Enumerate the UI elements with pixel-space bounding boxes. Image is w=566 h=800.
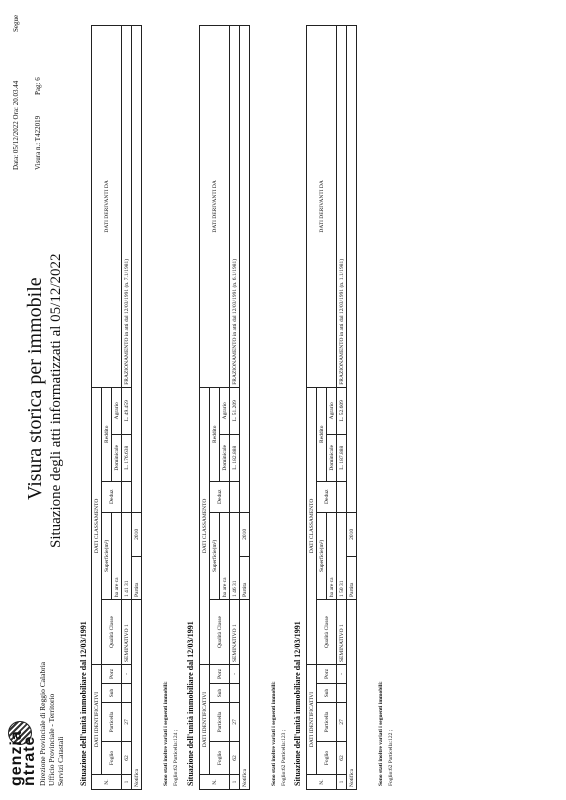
section-title: Situazione dell'unità immobiliare dal 12/03/1991 [79,621,88,786]
col-agrario: Agrario [220,387,230,434]
col-reddito: Reddito [317,387,327,481]
col-dati-classamento: DATI CLASSAMENTO [92,387,102,664]
col-sub: Sub [102,684,122,703]
cell-foglio: 62 [122,742,132,775]
col-particella: Particella [317,703,337,742]
col-sub: Sub [317,684,337,703]
cell-dominicale: L. 187.888 [337,434,347,481]
section-title: Situazione dell'unità immobiliare dal 12/03/1991 [186,621,195,786]
cell-foglio: 62 [337,742,347,775]
col-dati-identificativi: DATI IDENTIFICATIVI [92,665,102,775]
col-porz: Porz [102,665,122,684]
col-sub: Sub [210,684,230,703]
office-line: Servizi Catastali [56,736,65,786]
office-block [38,662,65,786]
document-subtitle: Situazione degli atti informatizzati al 05/12/2022 [48,253,64,548]
cell-partita: 2010 [132,512,142,556]
col-qualita: Qualità Classe [102,600,122,665]
col-dati-classamento: DATI CLASSAMENTO [200,387,210,664]
office-line: Direzione Provinciale di Reggio Calabria [38,661,47,786]
logo-line-1: genzia [8,730,25,786]
col-dati-identificativi: DATI IDENTIFICATIVI [307,665,317,775]
col-reddito: Reddito [210,387,220,481]
col-notifica: Notifica [240,600,250,790]
notifica-empty [132,26,142,513]
cell-deduz [337,481,347,512]
cell-partita: 2010 [347,512,357,556]
col-dominicale: Dominicale [220,434,230,481]
table-row [230,26,240,790]
col-agrario: Agrario [112,387,122,434]
cell-agrario: L. 51.209 [230,387,240,434]
table-row [337,26,347,790]
cell-dominicale: L. 176.638 [122,434,132,481]
page-number: Pag: 6 [34,77,42,95]
cell-derivanti: FRAZIONAMENTO in atti dal 12/03/1991 (n. 6.1/1981) [230,26,240,388]
cell-derivanti: FRAZIONAMENTO in atti dal 12/03/1991 (n. 7.1/1981) [122,26,132,388]
col-porz: Porz [210,665,230,684]
cell-qualita: SEMINATIVO 1 [230,600,240,665]
notifica-empty [240,26,250,513]
col-dati-derivanti: DATI DERIVANTI DA [200,26,230,388]
visura-number: Visura n.: T422019 [34,115,42,170]
cell-n: 1 [337,775,347,790]
col-foglio: Foglio [317,742,337,775]
classamento-table [91,25,142,790]
col-deduz: Deduz [102,481,122,512]
cell-qualita: SEMINATIVO 1 [122,600,132,665]
col-ha-are-ca: ha are ca [112,512,122,599]
section-title: Situazione dell'unità immobiliare dal 12/03/1991 [293,621,302,786]
cell-deduz [230,481,240,512]
col-n: N. [200,775,230,790]
col-partita: Partita [240,557,250,600]
cell-sub [230,684,240,703]
col-superficie: Superficie(m²) [102,512,112,599]
cell-agrario: L. 52.609 [337,387,347,434]
table-row [122,26,132,790]
cell-superficie: 1 41 31 [122,512,132,599]
cell-dominicale: L. 182.888 [230,434,240,481]
cell-porz: - [337,665,347,684]
cell-porz: - [122,665,132,684]
col-dominicale: Dominicale [112,434,122,481]
cell-agrario: L. 49.459 [122,387,132,434]
col-notifica: Notifica [132,600,142,790]
col-partita: Partita [132,557,142,600]
classamento-table [199,25,250,790]
cell-particella: 27 [337,703,347,742]
col-partita: Partita [347,557,357,600]
classamento-table [306,25,357,790]
cell-qualita: SEMINATIVO 1 [337,600,347,665]
cell-particella: 27 [122,703,132,742]
col-dati-derivanti: DATI DERIVANTI DA [92,26,122,388]
col-foglio: Foglio [102,742,122,775]
col-dati-classamento: DATI CLASSAMENTO [307,387,317,664]
cell-foglio: 62 [230,742,240,775]
cell-particella: 27 [230,703,240,742]
col-qualita: Qualità Classe [210,600,230,665]
cell-sub [337,684,347,703]
col-ha-are-ca: ha are ca [220,512,230,599]
datetime: Data: 05/12/2022 Ora: 20.03.44 [12,80,20,170]
variations-note: Sono stati inoltre variati i seguenti immobili: [271,681,277,786]
variations-detail: Foglio:62 Particella:124 ; [173,729,179,786]
col-particella: Particella [102,703,122,742]
col-n: N. [92,775,122,790]
col-reddito: Reddito [102,387,112,481]
logo-line-2: ntrate [21,735,38,786]
col-superficie: Superficie(m²) [317,512,327,599]
col-foglio: Foglio [210,742,230,775]
cell-derivanti: FRAZIONAMENTO in atti dal 12/03/1991 (n. 1.1/1981) [337,26,347,388]
cell-partita: 2010 [240,512,250,556]
variations-detail: Foglio:62 Particella:122 ; [388,729,394,786]
cell-porz: - [230,665,240,684]
cell-sub [122,684,132,703]
col-dati-derivanti: DATI DERIVANTI DA [307,26,337,388]
segue-label: Segue [12,14,20,32]
col-notifica: Notifica [347,600,357,790]
col-particella: Particella [210,703,230,742]
col-dominicale: Dominicale [327,434,337,481]
col-deduz: Deduz [317,481,337,512]
col-porz: Porz [317,665,337,684]
variations-note: Sono stati inoltre variati i seguenti immobili: [163,681,169,786]
document-title: Visura storica per immobile [24,277,46,500]
cell-superficie: 1 50 31 [337,512,347,599]
variations-note: Sono stati inoltre variati i seguenti immobili: [378,681,384,786]
variations-detail: Foglio:62 Particella:123 ; [281,729,287,786]
notifica-empty [347,26,357,513]
cell-n: 1 [230,775,240,790]
agency-logo [10,730,36,786]
cell-deduz [122,481,132,512]
cell-superficie: 1 46 31 [230,512,240,599]
col-superficie: Superficie(m²) [210,512,220,599]
col-ha-are-ca: ha are ca [327,512,337,599]
col-qualita: Qualità Classe [317,600,337,665]
col-agrario: Agrario [327,387,337,434]
col-dati-identificativi: DATI IDENTIFICATIVI [200,665,210,775]
cell-n: 1 [122,775,132,790]
col-deduz: Deduz [210,481,230,512]
office-line: Ufficio Provinciale - Territorio [47,693,56,786]
col-n: N. [307,775,337,790]
